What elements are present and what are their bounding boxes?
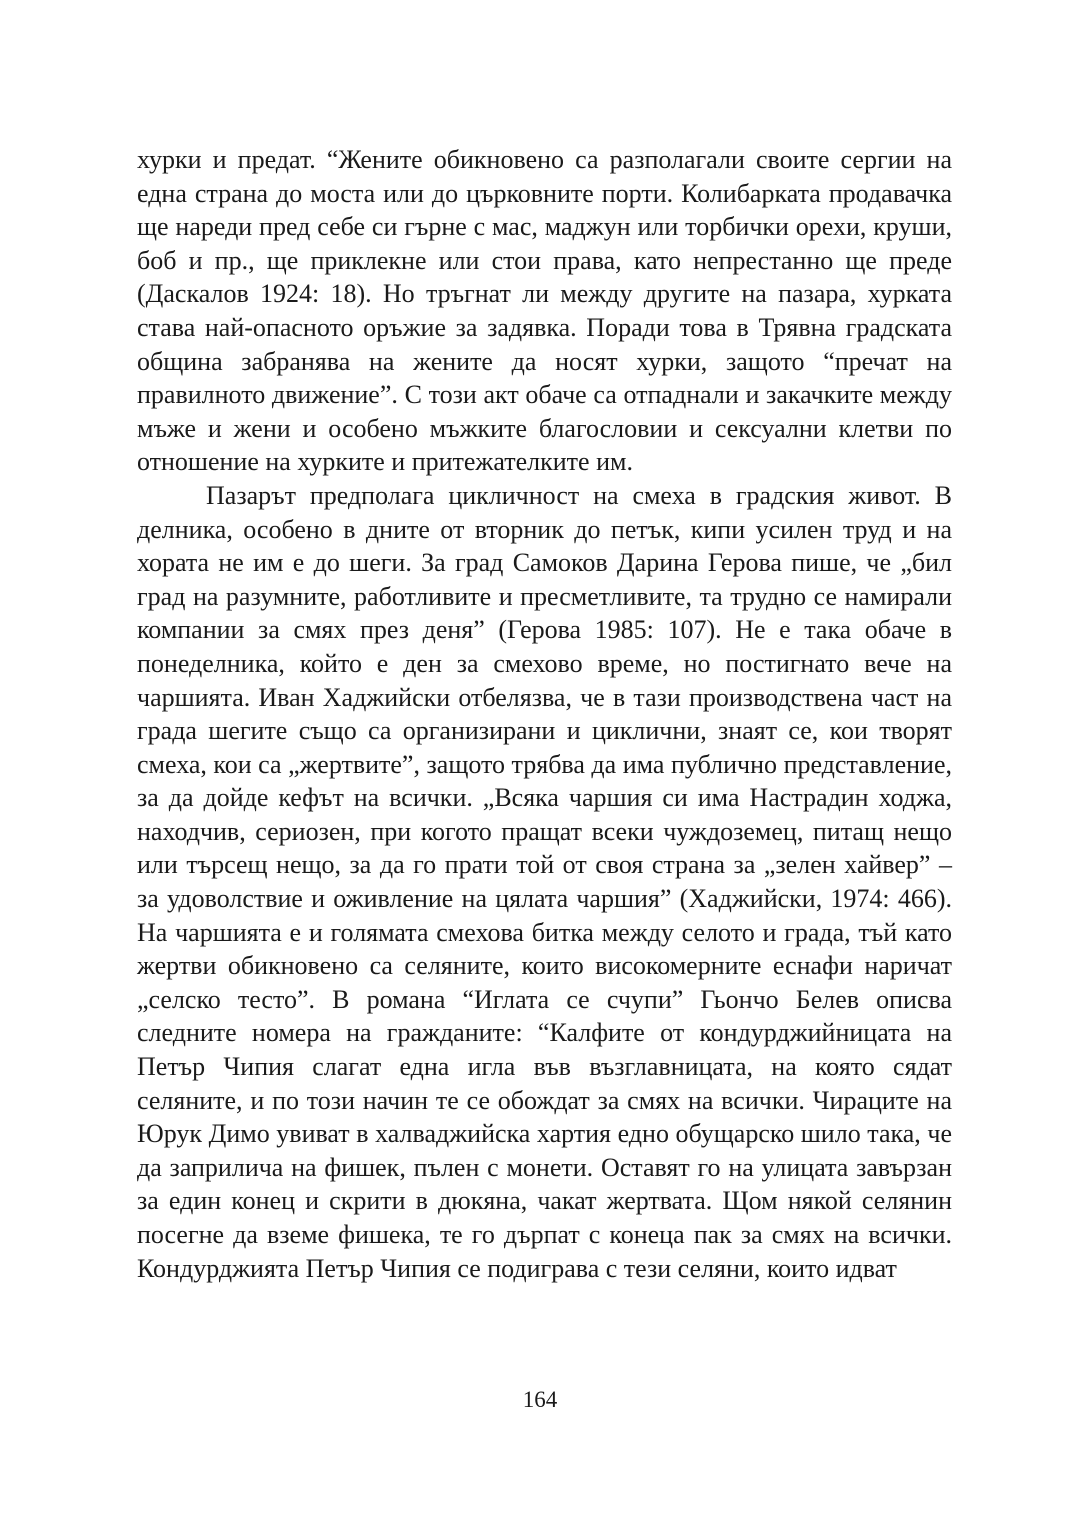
page-number: 164 [522,1387,558,1412]
paragraph-continued: хурки и предат. “Жените обикновено са разполагали своите сергии на една страна до моста или до църковните порти. Колибарката продавачка ще нареди пред себе си гърне с мас, маджун или торбички орехи, круши, боб и пр., ще приклекне или стои права, като непрестанно ще преде (Даскалов 1924: 18). Но тръгнат ли между другите на пазара, хурката става най-опасното оръжие за задявка. Поради това в Трявна градската община забранява на жените да носят хурки, защото “пречат на правилното движение”. С този акт обаче са отпаднали и закачките между мъже и жени и особено мъжките благословии и сексуални клетви по отношение на хурките и притежателките им. [137,145,952,477]
paragraph-market-laughter: Пазарът предполага цикличност на смеха в градския живот. В делника, особено в дните от вторник до петък, кипи усилен труд и на хората не им е до шеги. За град Самоков Дарина Герова пише, че „бил град на разумните, работливите и пресметливите, та трудно се намирали компании за смях през деня” (Герова 1985: 107). Не е така обаче в понеделника, който е ден за смехово време, но постигнато вече на чаршията. Иван Хаджийски отбелязва, че в тази производствена част на града шегите също са организирани и циклични, знаят се, кои творят смеха, кои са „жертвите”, защото трябва да има публично представление, за да дойде кефът на всички. „Всяка чаршия си има Настрадин ходжа, находчив, сериозен, при когото пращат всеки чуждоземец, питащ нещо или търсещ нещо, за да го прати той от своя страна за „зелен хайвер” – за удоволствие и оживление на цялата чаршия” (Хаджийски, 1974: 466). На чаршията е и голямата смехова битка между селото и града, тъй като жертви обикновено са селяните, които високомерните еснафи наричат „селско тесто”. В романа “Иглата се счупи” Гьончо Белев описва следните номера на гражданите: “Калфите от кондурджийницата на Петър Чипия слагат една игла във възглавницата, на която сядат селяните, и по този начин те се обождат за смях на всички. Чираците на Юрук Димо увиват в халваджийска хартия едно обущарско шило така, че да заприлича на фишек, пълен с монети. Оставят го на улицата завързан за един конец и скрити в дюкяна, чакат жертвата. Щом някой селянин посегне да вземе фишека, те го дърпат с конеца пак за смях на всички. Кондурджията Петър Чипия се подиграва с тези селяни, които идват [137,480,952,1283]
body-text [137,143,952,1285]
